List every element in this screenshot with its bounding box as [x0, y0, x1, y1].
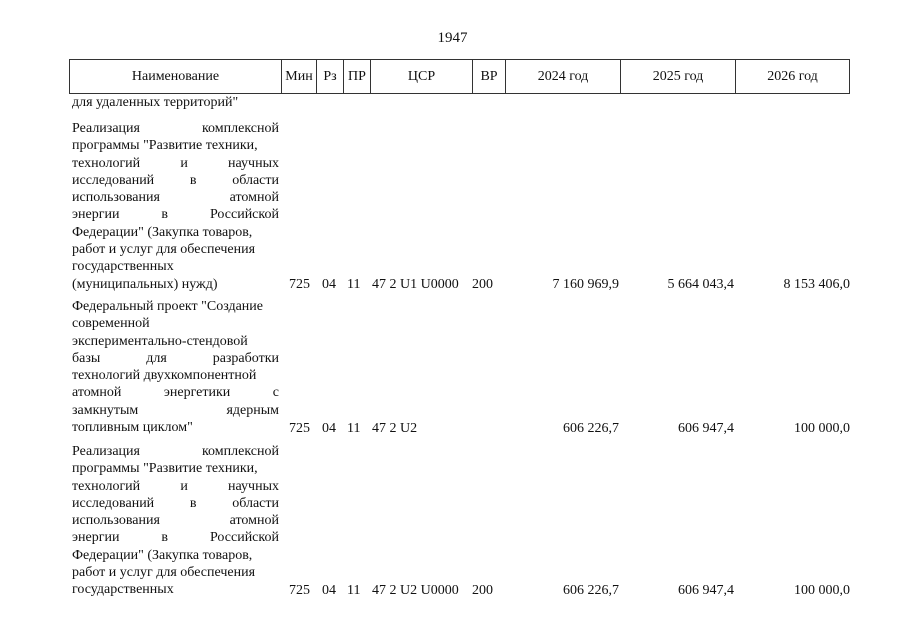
name-line: программы "Развитие техники, [72, 461, 258, 477]
cell-min: 725 [289, 277, 310, 292]
name-word: и [180, 155, 188, 171]
cell-csr: 47 2 U2 U0000 [372, 583, 459, 598]
name-line [72, 206, 279, 223]
carry-over-text: для удаленных территорий" [72, 95, 239, 110]
cell-rz: 04 [322, 277, 336, 292]
name-word: технологий [72, 155, 141, 171]
name-word: в [189, 495, 197, 511]
name-line [72, 120, 279, 137]
header-2025: 2025 год [621, 60, 736, 93]
row-name [72, 120, 279, 293]
name-word: Российской [209, 530, 279, 546]
name-word: в [161, 207, 169, 223]
name-word: исследований [72, 172, 155, 188]
name-line: государственных [72, 582, 174, 598]
header-csr: ЦСР [371, 60, 473, 93]
cell-csr: 47 2 U1 U0000 [372, 277, 459, 292]
cell-2026: 100 000,0 [794, 421, 850, 436]
name-word: научных [228, 155, 279, 171]
cell-rz: 04 [322, 583, 336, 598]
name-line: Федерации" (Закупка товаров, [72, 224, 253, 240]
cell-csr: 47 2 U2 [372, 421, 418, 436]
name-word: технологий [72, 478, 141, 494]
cell-pr: 11 [347, 583, 361, 598]
name-line [72, 350, 279, 367]
header-name: Наименование [70, 60, 282, 93]
header-2026: 2026 год [767, 69, 818, 84]
name-word: энергии [72, 207, 120, 223]
name-line [72, 529, 279, 546]
name-word: в [161, 530, 169, 546]
name-word: использования [72, 513, 160, 529]
name-line [72, 402, 279, 419]
name-line: топливным циклом" [72, 420, 193, 436]
name-word: области [232, 172, 279, 188]
cell-2024: 606 226,7 [563, 421, 619, 436]
cell-vr: 200 [472, 277, 493, 292]
cell-vr: 200 [472, 583, 493, 598]
name-line: работ и услуг для обеспечения [72, 242, 256, 258]
cell-2026: 100 000,0 [794, 583, 850, 598]
name-line [72, 443, 279, 460]
row-name [72, 298, 279, 436]
name-word: атомной [229, 190, 279, 206]
cell-2024: 606 226,7 [563, 583, 619, 598]
name-line: программы "Развитие техники, [72, 138, 258, 154]
name-line [72, 155, 279, 172]
name-word: замкнутым [72, 402, 139, 418]
name-word: Реализация [72, 444, 140, 459]
cell-min: 725 [289, 583, 310, 598]
name-line: работ и услуг для обеспечения [72, 565, 256, 581]
name-line: современной [72, 316, 150, 332]
name-word: для [146, 350, 167, 366]
name-word: Реализация [72, 121, 140, 136]
table-header [69, 59, 850, 94]
name-line: технологий двухкомпонентной [72, 368, 257, 384]
header-pr: ПР [344, 60, 371, 93]
cell-min: 725 [289, 421, 310, 436]
name-line: Федеральный проект "Создание [72, 299, 264, 314]
name-line: государственных [72, 259, 174, 275]
cell-2024: 7 160 969,9 [552, 277, 619, 292]
cell-2025: 606 947,4 [678, 421, 734, 436]
row-name [72, 443, 279, 599]
name-word: базы [72, 350, 101, 366]
cell-2025: 606 947,4 [678, 583, 734, 598]
name-line [72, 512, 279, 529]
header-rz: Рз [317, 60, 344, 93]
page-number: 1947 [437, 30, 468, 46]
name-word: комплексной [201, 444, 279, 459]
name-word: научных [228, 478, 279, 494]
name-line: Федерации" (Закупка товаров, [72, 547, 253, 563]
name-line [72, 495, 279, 512]
header-min: Мин [282, 60, 317, 93]
name-line [72, 189, 279, 206]
name-word: и [180, 478, 188, 494]
name-word: разработки [212, 350, 279, 366]
cell-2025: 5 664 043,4 [667, 277, 734, 292]
name-word: атомной [72, 385, 122, 401]
cell-2026: 8 153 406,0 [783, 277, 850, 292]
cell-rz: 04 [322, 421, 336, 436]
header-2024: 2024 год [506, 60, 621, 93]
name-word: энергетики [163, 385, 231, 401]
name-line [72, 384, 279, 401]
name-line: (муниципальных) нужд) [72, 276, 218, 292]
name-word: ядерным [226, 402, 279, 418]
cell-pr: 11 [347, 277, 361, 292]
cell-pr: 11 [347, 421, 361, 436]
name-word: комплексной [201, 121, 279, 136]
name-line: экспериментально-стендовой [72, 333, 248, 349]
name-word: атомной [229, 513, 279, 529]
name-line [72, 478, 279, 495]
name-word: с [272, 385, 279, 401]
name-word: использования [72, 190, 160, 206]
name-word: области [232, 495, 279, 511]
name-word: Российской [209, 207, 279, 223]
name-word: в [189, 172, 197, 188]
name-line [72, 172, 279, 189]
header-vr: ВР [473, 60, 506, 93]
name-word: энергии [72, 530, 120, 546]
name-word: исследований [72, 495, 155, 511]
